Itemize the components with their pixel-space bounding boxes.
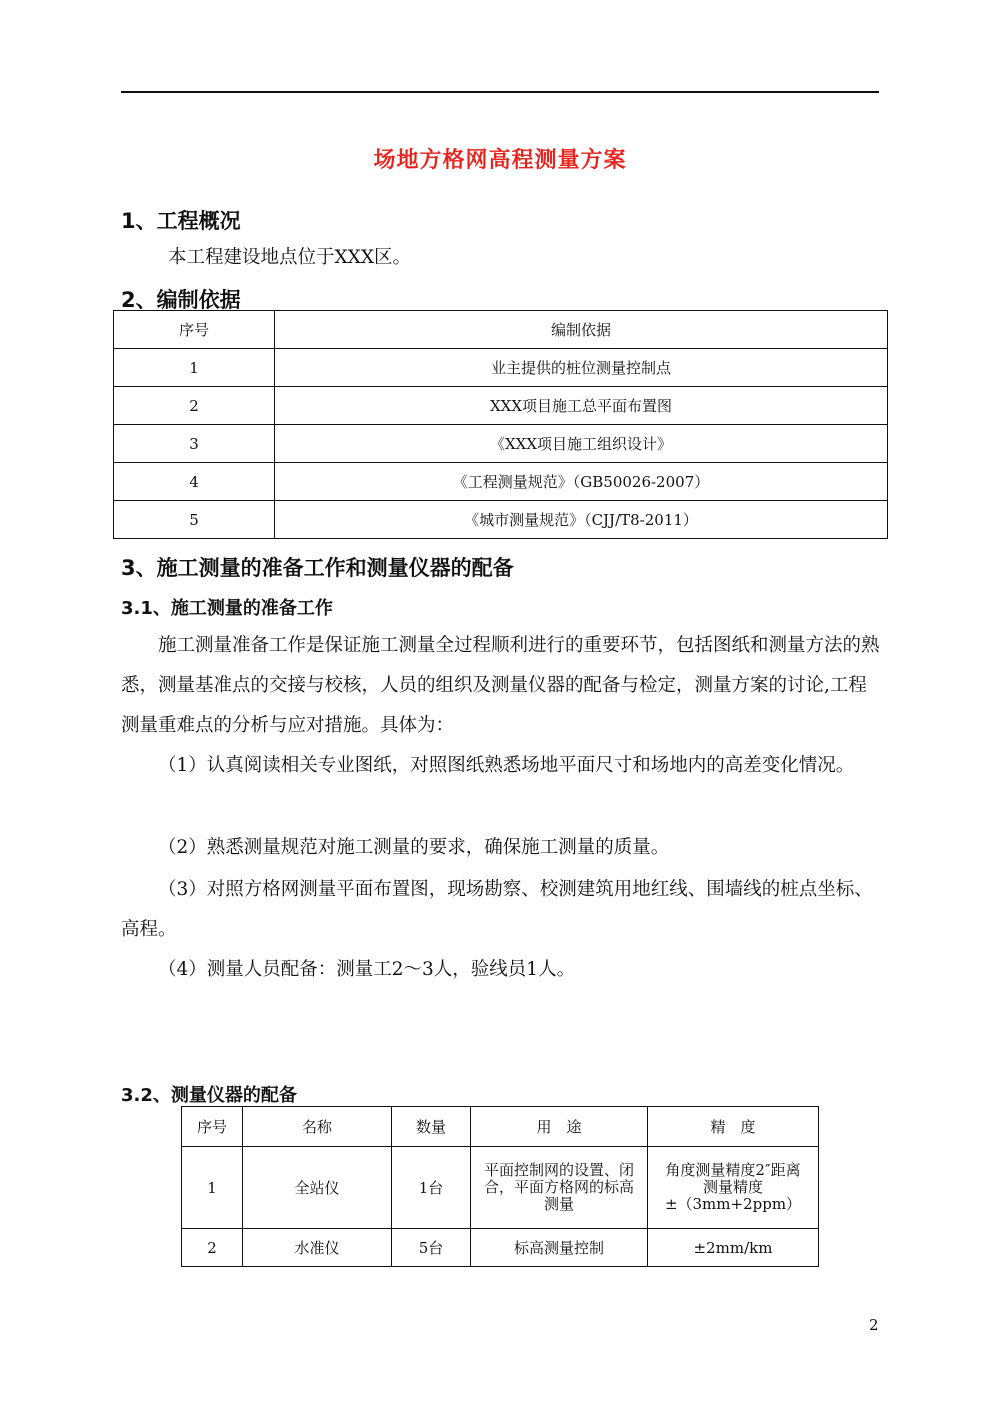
section-3-1-intro: 施工测量准备工作是保证施工测量全过程顺利进行的重要环节，包括图纸和测量方法的熟悉，测量基准点的交接与校核，人员的组织及测量仪器的配备与检定，测量方案的讨论,工程测量重难点的分析与应对措施。具体为： [121,635,880,736]
prep-item: （4）测量人员配备：测量工2～3人，验线员1人。 [158,959,576,980]
page-number: 2 [869,1316,879,1334]
table-cell: 1 [182,1147,243,1229]
section-1-text: 本工程建设地点位于XXX区。 [168,247,412,268]
table-cell: 5 [114,501,275,539]
table-cell: 平面控制网的设置、闭合，平面方格网的标高测量 [471,1147,648,1229]
table-header-cell: 名称 [243,1107,392,1147]
table-header-cell: 编制依据 [275,311,888,349]
table-cell: 3 [114,425,275,463]
table-row [114,349,888,387]
table-header-cell: 精 度 [648,1107,819,1147]
table-cell: 1台 [392,1147,471,1229]
table-cell: 2 [114,387,275,425]
table-cell: 1 [114,349,275,387]
section-3-heading: 3、施工测量的准备工作和测量仪器的配备 [121,556,514,580]
table-cell: 2 [182,1229,243,1267]
table-row [114,501,888,539]
table-cell: 4 [114,463,275,501]
table-cell: 《工程测量规范》（GB50026-2007） [275,463,888,501]
instrument-table [181,1106,819,1267]
table-header-cell: 数量 [392,1107,471,1147]
header-rule [121,91,879,93]
table-row [182,1229,819,1267]
table-header-cell: 序号 [182,1107,243,1147]
table-cell: 业主提供的桩位测量控制点 [275,349,888,387]
section-3-2-heading: 3.2、测量仪器的配备 [121,1085,297,1106]
section-1-heading: 1、工程概况 [121,209,241,233]
table-cell: XXX项目施工总平面布置图 [275,387,888,425]
table-cell: 全站仪 [243,1147,392,1229]
table-row [182,1147,819,1229]
basis-table [113,310,888,539]
table-header-row [114,311,888,349]
table-cell: 角度测量精度2″距离测量精度±（3mm+2ppm） [648,1147,819,1229]
prep-item: （1）认真阅读相关专业图纸，对照图纸熟悉场地平面尺寸和场地内的高差变化情况。 [158,755,855,776]
table-row [114,463,888,501]
table-header-row [182,1107,819,1147]
table-row [114,425,888,463]
section-2-heading: 2、编制依据 [121,288,241,312]
prep-item: （2）熟悉测量规范对施工测量的要求，确保施工测量的质量。 [158,837,670,858]
section-3-1-heading: 3.1、施工测量的准备工作 [121,598,333,619]
table-cell: 5台 [392,1229,471,1267]
table-cell: 《城市测量规范》（CJJ/T8-2011） [275,501,888,539]
table-cell: ±2mm/km [648,1229,819,1267]
table-header-cell: 用 途 [471,1107,648,1147]
table-cell: 水准仪 [243,1229,392,1267]
table-row [114,387,888,425]
table-header-cell: 序号 [114,311,275,349]
table-cell: 《XXX项目施工组织设计》 [275,425,888,463]
document-title: 场地方格网高程测量方案 [373,147,627,173]
prep-item: （3）对照方格网测量平面布置图，现场勘察、校测建筑用地红线、围墙线的桩点坐标、高程。 [121,879,873,940]
table-cell: 标高测量控制 [471,1229,648,1267]
